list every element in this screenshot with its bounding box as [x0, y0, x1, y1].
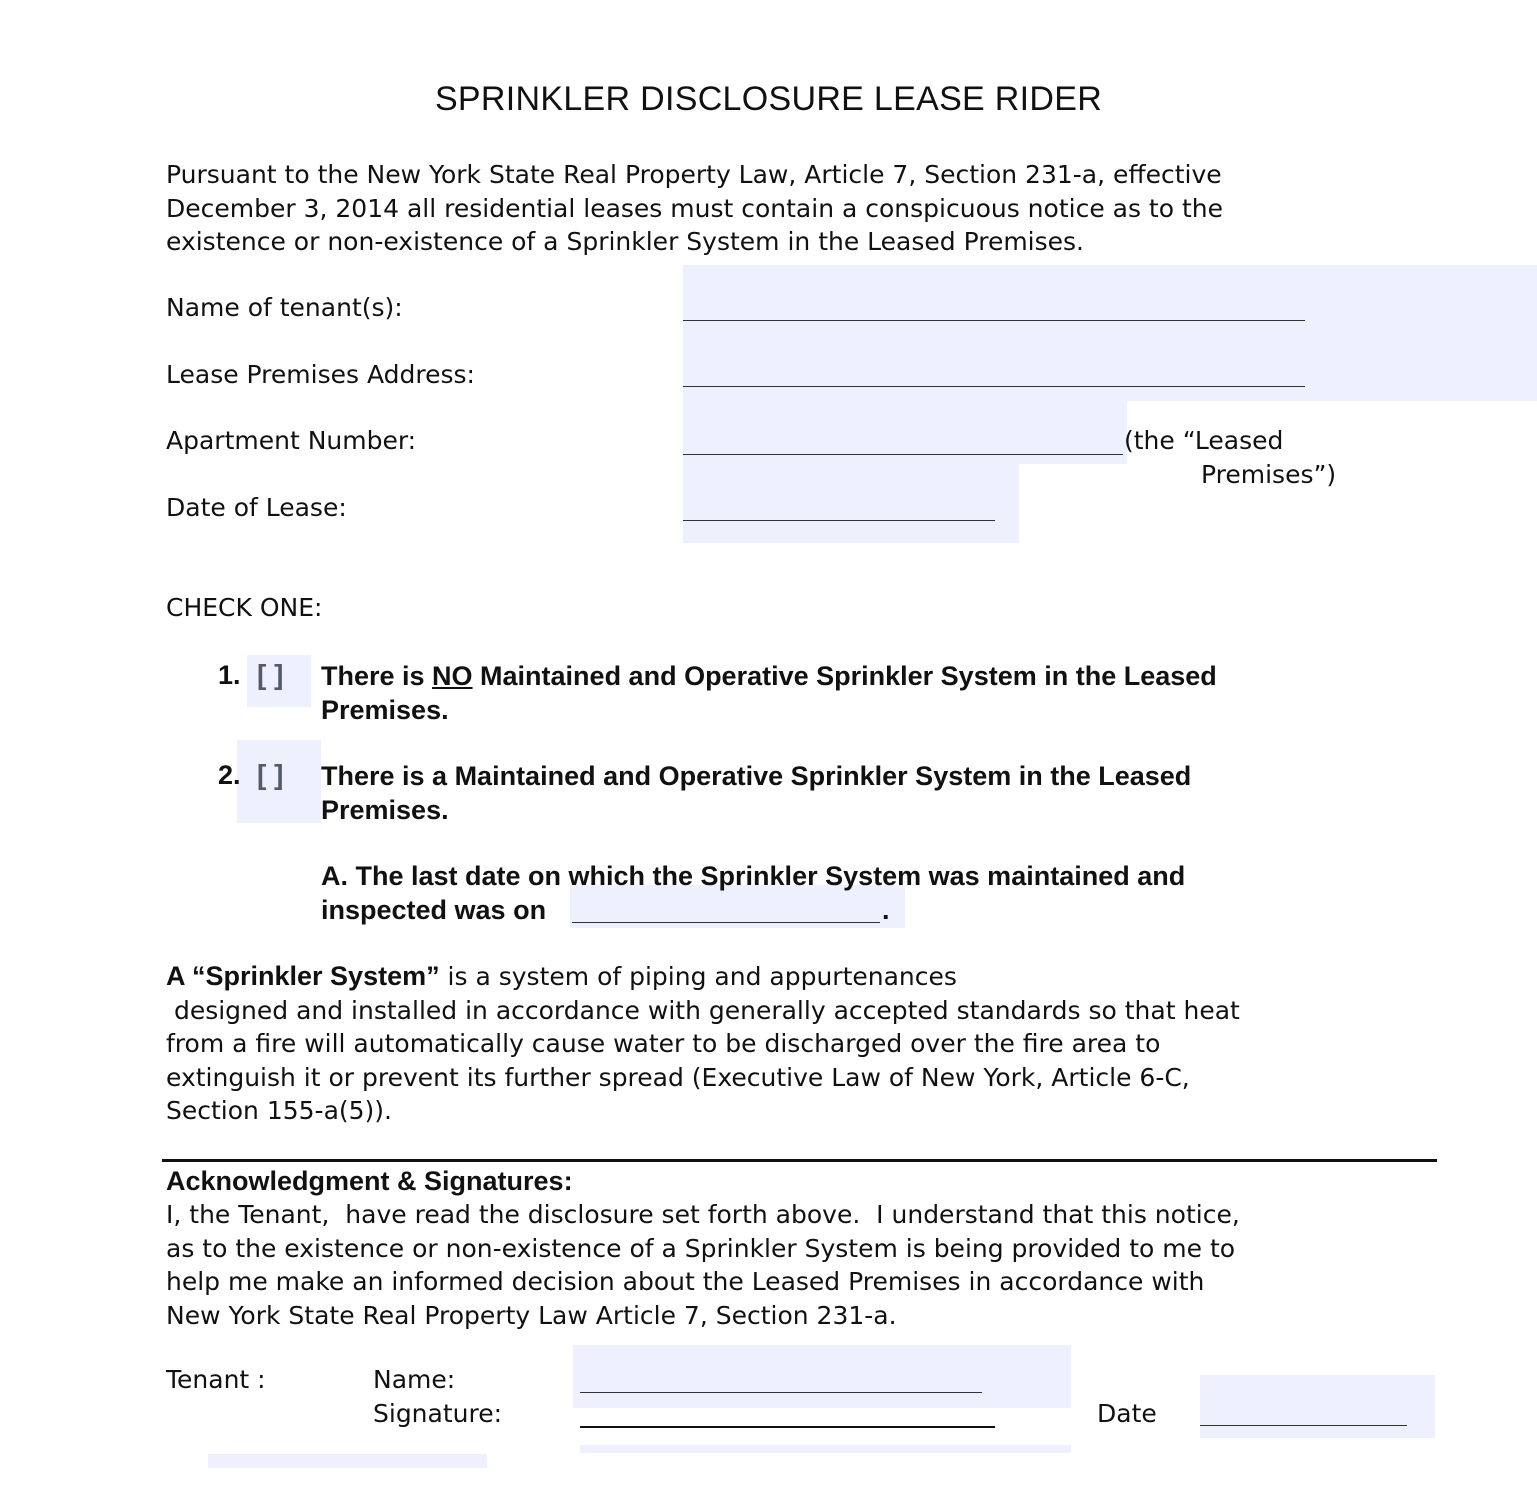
ack-line: as to the existence or non-existence of a Sprinkler System is being provided to me to [166, 1233, 1236, 1263]
option1-number: 1. [218, 660, 241, 690]
signature-label: Signature: [373, 1399, 503, 1428]
intro-line: December 3, 2014 all residential leases must contain a conspicuous notice as to the [166, 193, 1224, 223]
definition-line: A “Sprinkler System” is a system of piping and appurtenances [166, 961, 957, 991]
leased-premises-note: Premises”) [1201, 460, 1337, 489]
option2-number: 2. [218, 760, 241, 790]
definition-line: designed and installed in accordance with generally accepted standards so that heat [166, 995, 1240, 1025]
apartment-label: Apartment Number: [166, 426, 417, 455]
ack-heading: Acknowledgment & Signatures: [166, 1166, 573, 1196]
name-label: Name: [373, 1365, 456, 1394]
sub-a-line2: inspected was on [321, 895, 547, 925]
apartment-line[interactable] [683, 454, 1123, 455]
sign-date-field-area[interactable] [1200, 1375, 1435, 1438]
ack-line: I, the Tenant, have read the disclosure set forth above. I understand that this notice, [166, 1200, 1240, 1229]
definition-term: A “Sprinkler System” [166, 961, 440, 991]
sub-a-line1: A. The last date on which the Sprinkler System was maintained and [321, 861, 1186, 891]
intro-line: Pursuant to the New York State Real Property Law, Article 7, Section 231-a, effective [166, 160, 1222, 189]
ack-paragraph [166, 1198, 1240, 1332]
inspection-date-line[interactable] [572, 922, 880, 923]
section-divider [162, 1159, 1437, 1162]
ack-line: New York State Real Property Law Article 7, Section 231-a. [166, 1300, 897, 1330]
lease-date-label: Date of Lease: [166, 493, 347, 522]
tenant-sign-name-line[interactable] [580, 1392, 982, 1393]
check-one-heading: CHECK ONE: [166, 593, 323, 622]
address-label: Lease Premises Address: [166, 360, 475, 389]
extra-field-area[interactable] [208, 1454, 487, 1468]
option2-checkbox[interactable]: [ ] [257, 759, 284, 790]
definition-line: extinguish it or prevent its further spread (Executive Law of New York, Article 6-C, [166, 1062, 1190, 1092]
tenant-label: Tenant : [166, 1365, 266, 1394]
tenant-address-field-area[interactable] [683, 265, 1537, 401]
sub-a-period: . [882, 895, 890, 925]
lease-date-field-area[interactable] [683, 464, 1019, 543]
option1-checkbox[interactable]: [ ] [257, 659, 284, 690]
leased-premises-note: (the “Leased [1124, 426, 1284, 455]
page-title: SPRINKLER DISCLOSURE LEASE RIDER [434, 80, 1103, 118]
tenant-name-line[interactable] [683, 320, 1305, 321]
lease-date-line[interactable] [683, 520, 995, 521]
address-line[interactable] [683, 386, 1305, 387]
tenant-name-field-area[interactable] [573, 1345, 1071, 1408]
option2-text: There is a Maintained and Operative Sprinkler System in the Leased Premises. [321, 761, 1192, 825]
definition-line: from a fire will automatically cause water to be discharged over the fire area to [166, 1029, 1161, 1058]
tenant-name-label: Name of tenant(s): [166, 293, 403, 322]
intro-paragraph [166, 158, 1223, 259]
definition-paragraph [166, 960, 1240, 1128]
intro-line: existence or non-existence of a Sprinkler System in the Leased Premises. [166, 227, 1085, 256]
signature-field-area[interactable] [580, 1445, 1071, 1453]
date-label: Date [1097, 1399, 1157, 1428]
sign-date-line[interactable] [1200, 1425, 1407, 1426]
ack-line: help me make an informed decision about the Leased Premises in accordance with [166, 1267, 1205, 1296]
no-emphasis: NO [432, 661, 473, 691]
option1-text: There is NO Maintained and Operative Sprinkler System in the Leased Premises. [321, 661, 1217, 725]
signature-line[interactable] [580, 1426, 995, 1428]
definition-line: Section 155-a(5)). [166, 1096, 393, 1125]
